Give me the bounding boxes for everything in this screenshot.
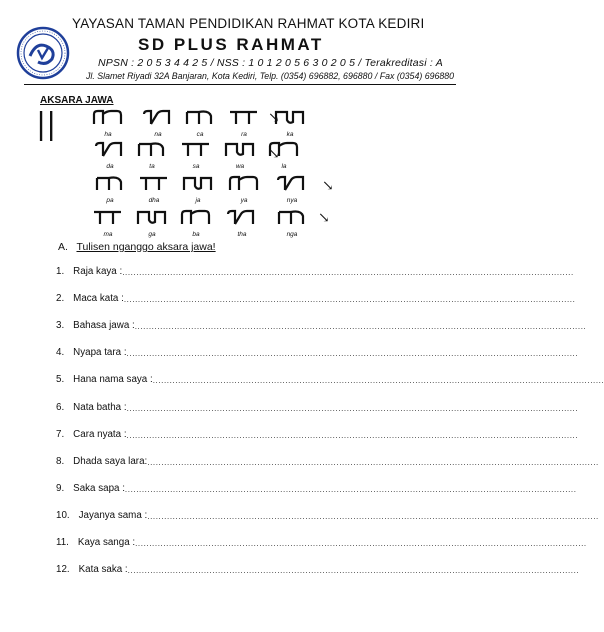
question-text: Nyapa tara : (73, 347, 127, 359)
aksara-latin-label: ma (103, 231, 113, 238)
aksara-glyph-ya (226, 174, 262, 204)
question-number: 9. (56, 482, 65, 494)
aksara-latin-label: la (281, 163, 287, 170)
question-number: 12. (56, 564, 70, 576)
question-number: 10. (56, 509, 70, 521)
aksara-table (36, 104, 376, 236)
aksara-glyph-pa (92, 174, 128, 204)
question-text: Nata batha : (73, 401, 127, 413)
aksara-latin-label: ya (240, 197, 248, 204)
school-name: SD PLUS RAHMAT (138, 35, 324, 54)
pada-lingsa-mark: || (36, 107, 57, 142)
aksara-latin-label: sa (192, 163, 200, 170)
aksara-shape (92, 140, 128, 162)
header-divider (24, 84, 456, 85)
question-number: 5. (56, 374, 65, 386)
aksara-glyph-ra (226, 108, 262, 138)
aksara-latin-label: pa (106, 197, 114, 204)
aksara-glyph-ba (178, 208, 214, 238)
aksara-latin-label: ga (148, 231, 156, 238)
aksara-glyph-nga (274, 208, 310, 238)
aksara-shape (274, 174, 310, 196)
aksara-shape (134, 140, 170, 162)
aksara-glyph-ga (134, 208, 170, 238)
question-text: Kaya sanga : (77, 537, 136, 548)
aksara-latin-label: nya (286, 197, 298, 204)
question-number: 11. (56, 537, 69, 548)
section-heading (58, 241, 216, 253)
question-text: Dhada saya lara: (73, 455, 148, 467)
aksara-latin-label: ka (286, 131, 294, 138)
answer-line[interactable]: ................................................................................................................................................................ (152, 376, 604, 386)
answer-line[interactable]: ................................................................................................................................................................ (135, 539, 587, 548)
question-item (56, 509, 599, 524)
aksara-latin-label: wa (235, 163, 245, 170)
question-text: Kata saka : (78, 564, 128, 576)
aksara-latin-label: da (106, 163, 114, 170)
aksara-glyph-ha (90, 108, 126, 138)
school-address: Jl. Slamet Riyadi 32A Banjaran, Kota Kediri, Telp. (0354) 696882, 696880 / Fax (0354) 696880 (86, 71, 455, 81)
aksara-shape (178, 140, 214, 162)
question-number: 7. (56, 428, 65, 440)
aksara-shape (178, 208, 214, 230)
answer-line[interactable]: ................................................................................................................................................................ (122, 268, 574, 277)
answer-line[interactable]: ................................................................................................................................................................ (147, 511, 599, 521)
answer-line[interactable]: ................................................................................................................................................................ (123, 295, 576, 305)
aksara-glyph-ma (90, 208, 126, 238)
question-text: Cara nyata : (73, 428, 127, 440)
pada-mark-row4: ↘ (318, 210, 330, 226)
aksara-shape (180, 174, 216, 196)
aksara-glyph-nya (274, 174, 310, 204)
aksara-shape (136, 174, 172, 196)
aksara-latin-label: ra (241, 131, 247, 138)
aksara-latin-label: dha (148, 197, 160, 204)
aksara-shape (226, 174, 262, 196)
aksara-latin-label: ha (104, 131, 112, 138)
aksara-glyph-dha (136, 174, 172, 204)
question-text: Maca kata : (73, 293, 124, 305)
question-number: 4. (56, 347, 65, 359)
question-item (56, 374, 604, 388)
question-item (56, 347, 579, 361)
aksara-shape (92, 174, 128, 196)
aksara-shape (182, 108, 218, 130)
answer-line[interactable]: ................................................................................................................................................................ (134, 322, 587, 332)
question-item (56, 537, 587, 551)
question-number: 1. (56, 266, 65, 277)
answer-line[interactable]: ................................................................................................................................................................ (147, 457, 599, 467)
aksara-shape (274, 208, 310, 230)
answer-line[interactable]: ................................................................................................................................................................ (126, 403, 579, 413)
aksara-latin-label: tha (237, 231, 247, 238)
aksara-shape (90, 208, 126, 230)
question-number: 8. (56, 455, 65, 467)
aksara-glyph-da (92, 140, 128, 170)
aksara-glyph-ja (180, 174, 216, 204)
question-text: Bahasa jawa : (73, 320, 135, 332)
pada-mark-row1: ↘ (268, 110, 280, 126)
letterhead (14, 12, 464, 100)
question-item (56, 293, 576, 307)
aksara-shape (224, 208, 260, 230)
aksara-latin-label: ta (149, 163, 155, 170)
aksara-glyph-na (140, 108, 176, 138)
answer-line[interactable]: ................................................................................................................................................................ (127, 566, 580, 576)
question-item (56, 428, 579, 443)
aksara-glyph-tha (224, 208, 260, 238)
aksara-latin-label: na (154, 131, 162, 138)
question-text: Jayanya sama : (78, 509, 148, 521)
question-item (56, 401, 579, 416)
question-number: 6. (56, 401, 65, 413)
answer-line[interactable]: ................................................................................................................................................................ (126, 430, 579, 440)
question-number: 3. (56, 320, 65, 332)
question-item (56, 320, 587, 334)
aksara-glyph-ta (134, 140, 170, 170)
aksara-latin-label: ba (192, 231, 200, 238)
aksara-title: AKSARA JAWA (40, 95, 114, 106)
school-ids: NPSN : 2 0 5 3 4 4 2 5 / NSS : 1 0 1 2 0 5 6 3 0 2 0 5 / Terakreditasi : A (98, 57, 443, 69)
aksara-latin-label: ca (196, 131, 204, 138)
aksara-shape (90, 108, 126, 130)
question-text: Saka sapa : (73, 482, 125, 494)
aksara-latin-label: nga (286, 231, 298, 238)
aksara-shape (140, 108, 176, 130)
pada-mark-row3: ↘ (322, 178, 334, 194)
aksara-shape (134, 208, 170, 230)
aksara-shape (226, 108, 262, 130)
school-logo (16, 26, 70, 80)
aksara-glyph-wa (222, 140, 258, 170)
section-title: Tulisen nganggo aksara jawa! (76, 241, 216, 253)
aksara-glyph-ca (182, 108, 218, 138)
answer-line[interactable]: ................................................................................................................................................................ (124, 484, 577, 494)
question-text: Raja kaya : (73, 266, 123, 277)
question-item (56, 482, 577, 497)
aksara-latin-label: ja (195, 197, 201, 204)
question-number: 2. (56, 293, 65, 305)
question-text: Hana nama saya : (73, 374, 153, 386)
aksara-shape (222, 140, 258, 162)
foundation-name: YAYASAN TAMAN PENDIDIKAN RAHMAT KOTA KEDIRI (72, 16, 425, 31)
question-item (56, 564, 580, 578)
question-item (56, 266, 574, 280)
aksara-glyph-sa (178, 140, 214, 170)
section-marker: A. (58, 241, 68, 253)
answer-line[interactable]: ................................................................................................................................................................ (126, 349, 579, 359)
pada-mark-row2: ↘ (268, 146, 280, 162)
question-item (56, 455, 599, 470)
